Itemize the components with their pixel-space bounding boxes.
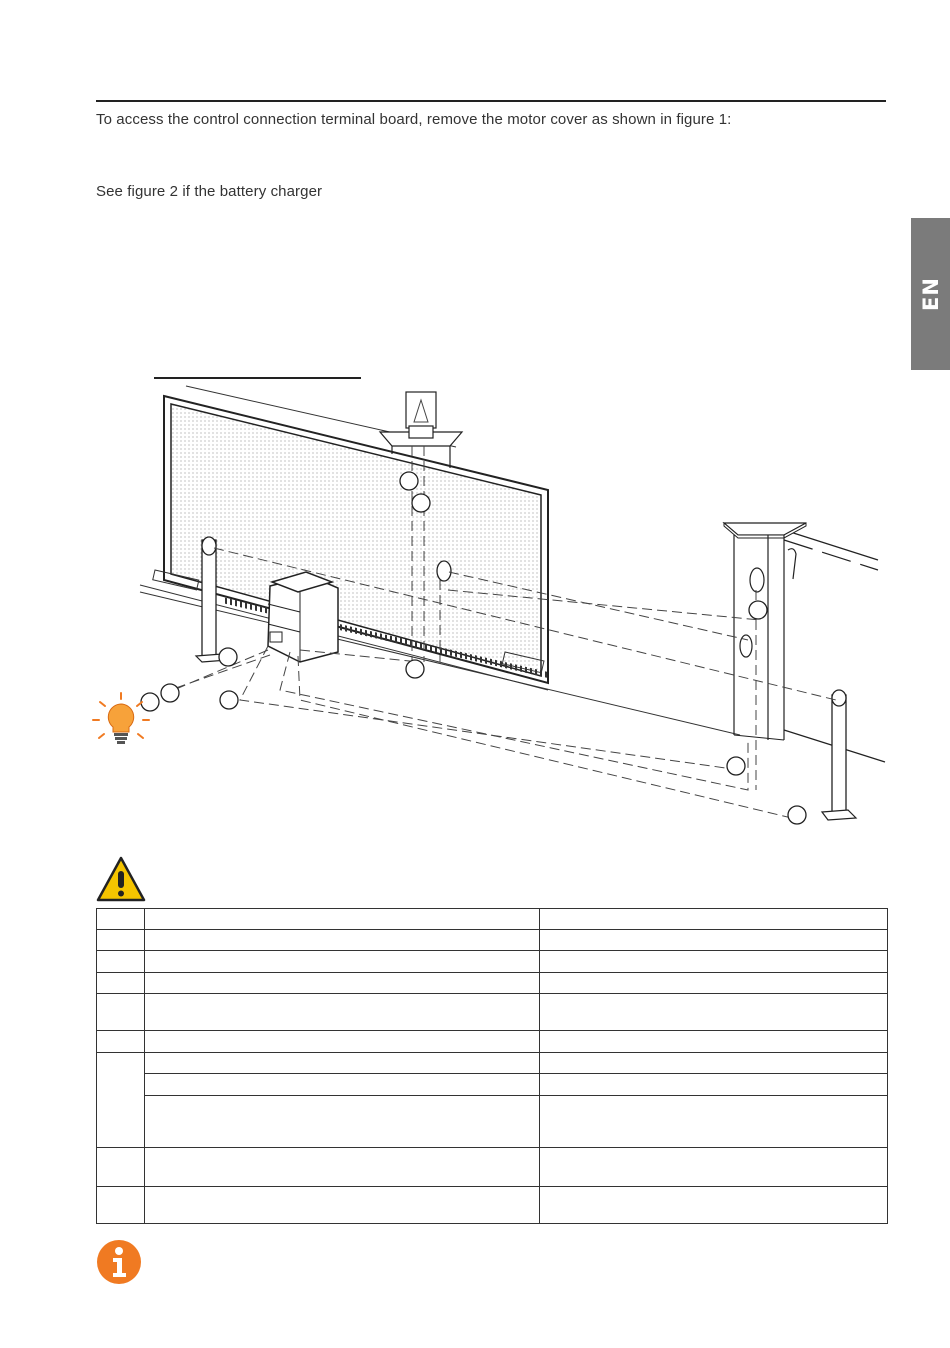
table-cell [540,930,888,951]
table-cell [540,951,888,973]
gate-photocell [437,561,451,581]
table-row [97,951,888,973]
table-cell [145,973,540,994]
table-cell [145,1148,540,1187]
table-row [97,1187,888,1224]
table-cell [145,1031,540,1053]
table-cell [145,1096,540,1148]
table-cell [145,909,540,930]
table-cell [540,1031,888,1053]
table-cell [97,1053,145,1148]
table-cell [540,1053,888,1074]
language-tab-label: EN [918,277,943,311]
table-cell [97,909,145,930]
table-cell [97,994,145,1031]
table-row [97,1096,888,1148]
table-cell [145,930,540,951]
table-row [97,994,888,1031]
table-row [97,1074,888,1096]
info-circle-icon [96,1239,142,1285]
table-cell [540,1096,888,1148]
intro-paragraph: To access the control connection terminal board, remove the motor cover as shown in figure 1: [96,111,732,128]
table-cell [145,1053,540,1074]
battery-charger-note: See figure 2 if the battery charger [96,183,323,200]
table-cell [145,994,540,1031]
wiring-table [96,908,888,1224]
table-cell [540,1148,888,1187]
table-cell [97,930,145,951]
table-cell [145,1187,540,1224]
table-cell [540,973,888,994]
rear-pillar-with-lamp [380,392,462,468]
table-row [97,1148,888,1187]
table-cell [97,951,145,973]
warning-triangle-icon [96,856,146,902]
table-cell [97,973,145,994]
table-cell [540,1074,888,1096]
photocell-post-right [822,690,856,820]
gate-motor [268,572,338,662]
table-cell [97,1148,145,1187]
table-cell [97,1031,145,1053]
table-cell [540,909,888,930]
table-row [97,973,888,994]
table-row [97,1031,888,1053]
table-cell [145,951,540,973]
table-row [97,1053,888,1074]
table-row [97,930,888,951]
table-cell [540,1187,888,1224]
table-cell [145,1074,540,1096]
right-pillar [724,523,806,740]
table-cell [540,994,888,1031]
table-row [97,909,888,930]
table-cell [97,1187,145,1224]
